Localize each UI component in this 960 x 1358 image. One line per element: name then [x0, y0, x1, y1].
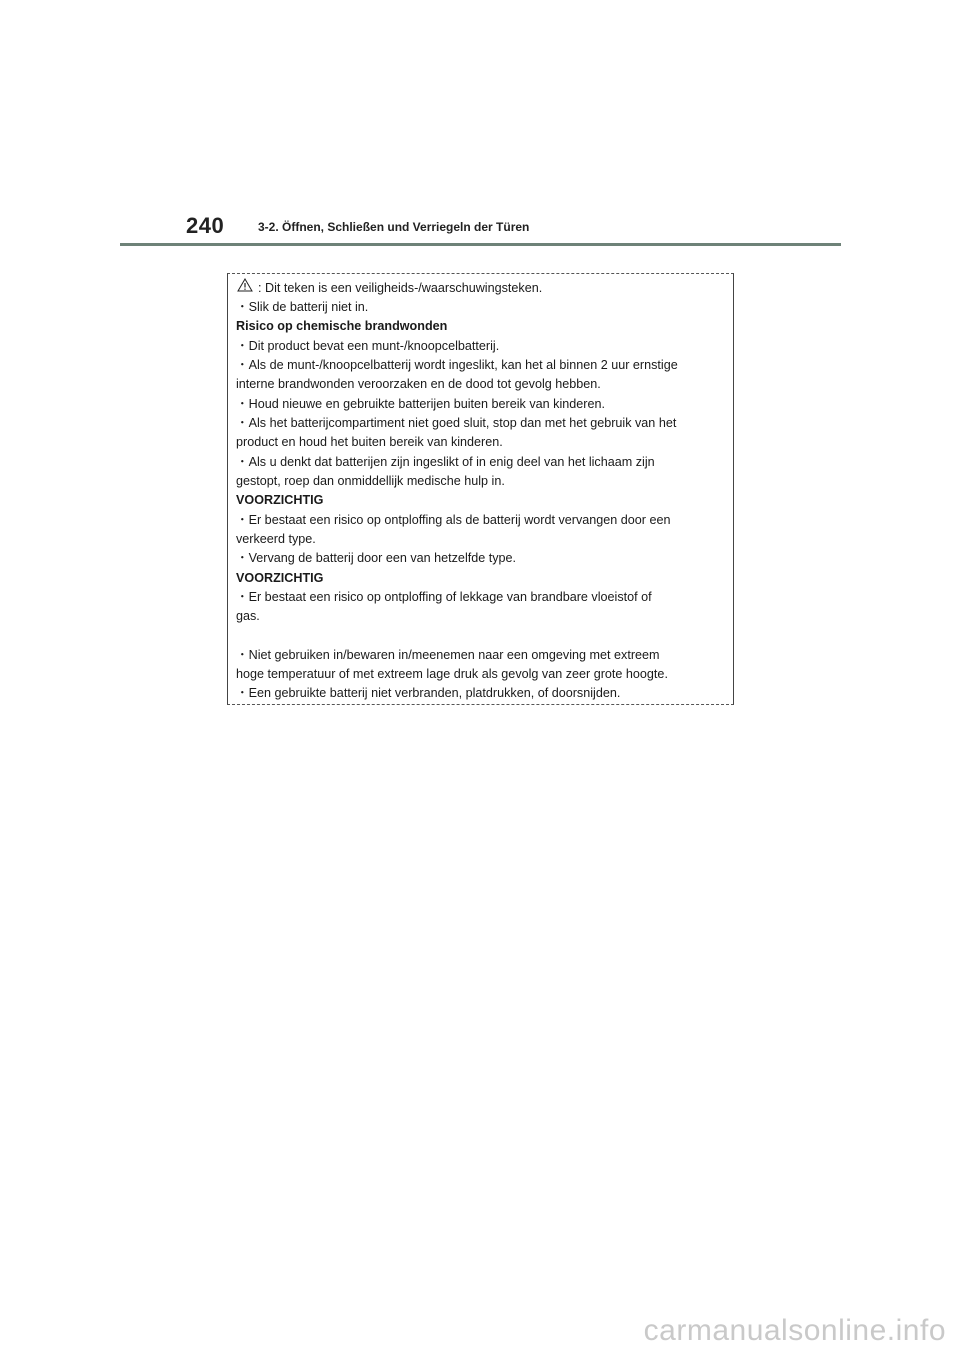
- section-title: 3-2. Öffnen, Schließen und Verriegeln der Türen: [258, 220, 530, 234]
- warning-line-extreme-1: ・Niet gebruiken in/bewaren in/meenemen naar een omgeving met extreem: [236, 648, 660, 662]
- warning-line-suspect-1: ・Als u denkt dat batterijen zijn ingeslikt of in enig deel van het lichaam zijn: [236, 455, 655, 469]
- warning-heading-chemical-burns: Risico op chemische brandwonden: [236, 319, 448, 333]
- warning-line-explosion-1: ・Er bestaat een risico op ontploffing als de batterij wordt vervangen door een: [236, 513, 671, 527]
- watermark: carmanualsonline.info: [643, 1314, 946, 1347]
- warning-box: [227, 273, 734, 705]
- warning-line-swallow: ・Slik de batterij niet in.: [236, 300, 369, 314]
- warning-line-compartment-1: ・Als het batterijcompartiment niet goed sluit, stop dan met het gebruik van het: [236, 416, 677, 430]
- warning-line-leakage-2: gas.: [236, 609, 260, 623]
- header-rule: [120, 243, 841, 246]
- warning-line-contains-battery: ・Dit product bevat een munt-/knoopcelbatterij.: [236, 339, 500, 353]
- warning-line-keep-away: ・Houd nieuwe en gebruikte batterijen buiten bereik van kinderen.: [236, 397, 605, 411]
- warning-heading-caution-1: VOORZICHTIG: [236, 493, 324, 507]
- warning-line-ingested-1: ・Als de munt-/knoopcelbatterij wordt ingeslikt, kan het al binnen 2 uur ernstige: [236, 358, 678, 372]
- page-number: 240: [186, 213, 225, 238]
- warning-line-extreme-2: hoge temperatuur of met extreem lage druk als gevolg van zeer grote hoogte.: [236, 667, 668, 681]
- warning-line-compartment-2: product en houd het buiten bereik van kinderen.: [236, 435, 503, 449]
- warning-triangle-icon: [237, 278, 253, 292]
- warning-line-replace-same: ・Vervang de batterij door een van hetzelfde type.: [236, 551, 517, 565]
- warning-line-intro: : Dit teken is een veiligheids-/waarschuwingsteken.: [258, 281, 543, 295]
- warning-line-disposal: ・Een gebruikte batterij niet verbranden, platdrukken, of doorsnijden.: [236, 686, 621, 700]
- warning-line-ingested-2: interne brandwonden veroorzaken en de dood tot gevolg hebben.: [236, 377, 601, 391]
- warning-heading-caution-2: VOORZICHTIG: [236, 571, 324, 585]
- warning-line-leakage-1: ・Er bestaat een risico op ontploffing of lekkage van brandbare vloeistof of: [236, 590, 652, 604]
- warning-line-explosion-2: verkeerd type.: [236, 532, 316, 546]
- warning-line-suspect-2: gestopt, roep dan onmiddellijk medische hulp in.: [236, 474, 505, 488]
